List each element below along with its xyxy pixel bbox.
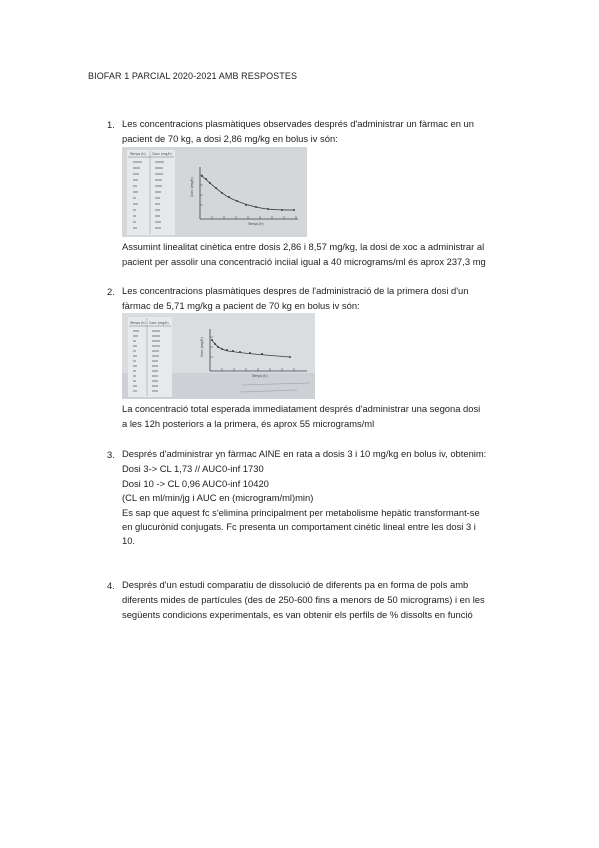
question-2-answer-line-2: a les 12h posteriors a la primera, és aprox 55 micrograms/ml <box>122 418 375 429</box>
q1-x-axis-label: Temps (h) <box>248 222 264 226</box>
question-1-line-2: pacient de 70 kg, a dosi 2,86 mg/kg en bolus iv són: <box>122 133 338 144</box>
question-2-answer-line-1: La concentració total esperada immediatament després d'administrar una segona dosi <box>122 403 481 414</box>
q2-y-axis-label: Conc (mg/h) <box>200 337 204 357</box>
q2-table-header-time: Temps (h) <box>130 321 146 325</box>
question-4-number: 4. <box>107 580 115 591</box>
question-3-line-6: en glucurònid conjugats. Fc presenta un comportament cinètic lineal entre les dosi 3 i <box>122 521 476 532</box>
question-3-number: 3. <box>107 449 115 460</box>
question-4-line-1: Després d'un estudi comparatiu de dissolució de diferents pa en forma de pols amb <box>122 579 469 590</box>
q1-table-header-time: Temps (h) <box>130 152 146 156</box>
q2-x-axis-label: Temps (h) <box>252 374 268 378</box>
question-1-figure-photo <box>122 147 307 237</box>
question-3-line-7: 10. <box>122 535 136 546</box>
question-1-number: 1. <box>107 119 115 130</box>
question-2-line-1: Les concentracions plasmàtiques despres de l'administració de la primera dosi d'un <box>122 285 469 296</box>
q2-table-header-conc: Conc (mg/h) <box>149 321 169 325</box>
question-3-line-4: (CL en ml/min/jg i AUC en (microgram/ml)min) <box>122 492 314 503</box>
document-title: BIOFAR 1 PARCIAL 2020-2021 AMB RESPOSTES <box>88 71 298 81</box>
question-1-answer-line-2: pacient per assolir una concentració inciial igual a 40 micrograms/ml és aprox 237,3 mg <box>122 256 486 267</box>
question-3-line-1: Després d'administrar yn fàrmac AINE en rata a dosis 3 i 10 mg/kg en bolus iv, obtenim: <box>122 448 487 459</box>
question-2-figure-photo <box>122 313 315 399</box>
question-2-number: 2. <box>107 286 115 297</box>
question-3-line-5: Es sap que aquest fc s'elimina principalment per metabolisme hepàtic transformant-se <box>122 507 480 518</box>
question-3-line-2: Dosi 3-> CL 1,73 // AUC0-inf 1730 <box>122 463 264 474</box>
question-2-line-2: fàrmac de 5,71 mg/kg a pacient de 70 kg en bolus iv són: <box>122 300 360 311</box>
question-1-answer-line-1: Assumint linealitat cinètica entre dosis 2,86 i 8,57 mg/kg, la dosi de xoc a administrar al <box>122 241 485 252</box>
q1-table-header-conc: Conc (mg/h) <box>152 152 172 156</box>
q1-y-axis-label: Conc (mg/h) <box>190 177 194 197</box>
question-1-line-1: Les concentracions plasmàtiques observades després d'administrar un fàrmac en un <box>122 118 474 129</box>
question-3-line-3: Dosi 10 -> CL 0,96 AUC0-inf 10420 <box>122 478 269 489</box>
question-4-line-3: següents condicions experimentals, es van obtenir els perfils de % dissolts en funció <box>122 609 473 620</box>
question-4-line-2: diferents mides de partícules (des de 250-600 fins a menors de 50 micrograms) i en les <box>122 594 485 605</box>
